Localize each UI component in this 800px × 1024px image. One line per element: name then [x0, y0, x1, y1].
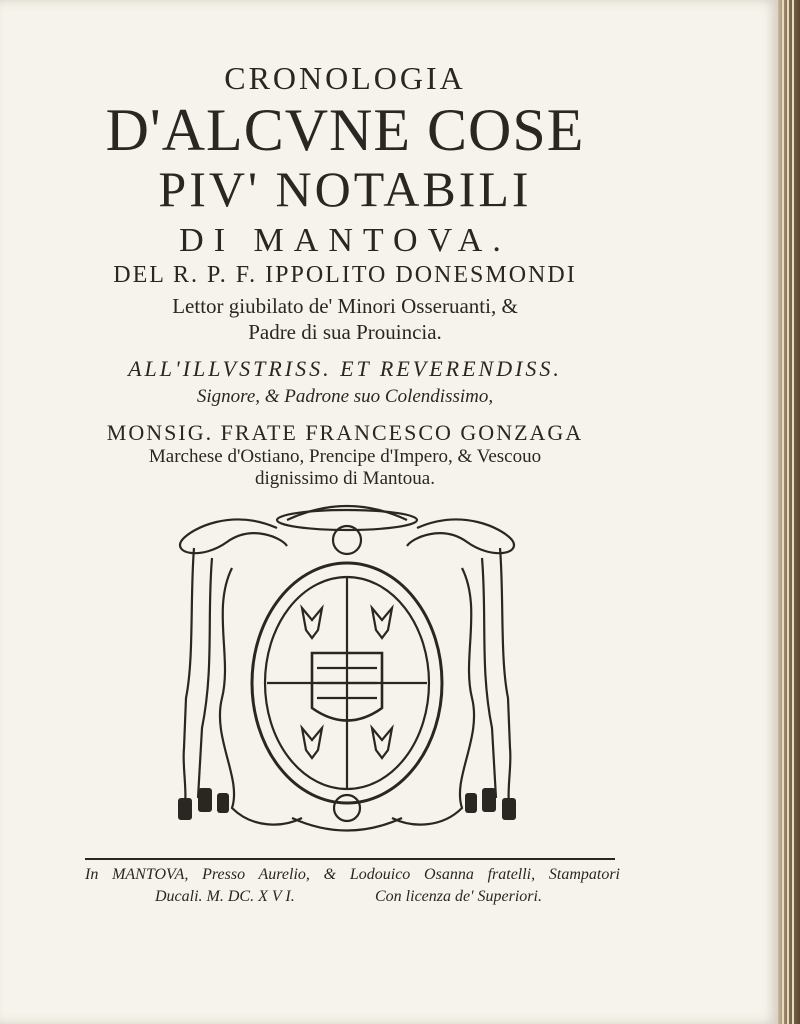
page-edge-line [782, 0, 784, 1024]
title-line-2: D'ALCVNE COSE [105, 97, 585, 163]
page-edge-line [792, 0, 794, 1024]
author-line: DEL R. P. F. IPPOLITO DONESMONDI [113, 262, 577, 288]
imprint-date: Ducali. M. DC. X V I. [155, 888, 295, 905]
dedication-line-3: MONSIG. FRATE FRANCESCO GONZAGA [106, 420, 584, 445]
book-edge [778, 0, 800, 1024]
imprint-license: Con licenza de' Superiori. [375, 888, 542, 905]
author-role-2: Padre di sua Prouincia. [248, 320, 442, 344]
imprint-rule [85, 858, 615, 860]
dedication-line-2: Signore, & Padrone suo Colendissimo, [196, 386, 494, 407]
author-role-1: Lettor giubilato de' Minori Osseruanti, & [172, 294, 518, 318]
title-line-3: PIV' NOTABILI [158, 161, 532, 217]
dedication-line-5: dignissimo di Mantoua. [255, 468, 435, 489]
title-line-4: DI MANTOVA. [179, 222, 511, 259]
dedication-line-1: ALL'ILLVSTRISS. ET REVERENDISS. [128, 356, 562, 381]
page-edge-line [787, 0, 789, 1024]
coat-of-arms-icon [172, 498, 522, 848]
dedication-line-4: Marchese d'Ostiano, Prencipe d'Impero, & Vescouo [148, 446, 542, 467]
title-line-1: CRONOLOGIA [224, 60, 466, 96]
imprint-line-1: In MANTOVA, Presso Aurelio, & Lodouico Osanna fratelli, Stampatori [85, 866, 620, 883]
